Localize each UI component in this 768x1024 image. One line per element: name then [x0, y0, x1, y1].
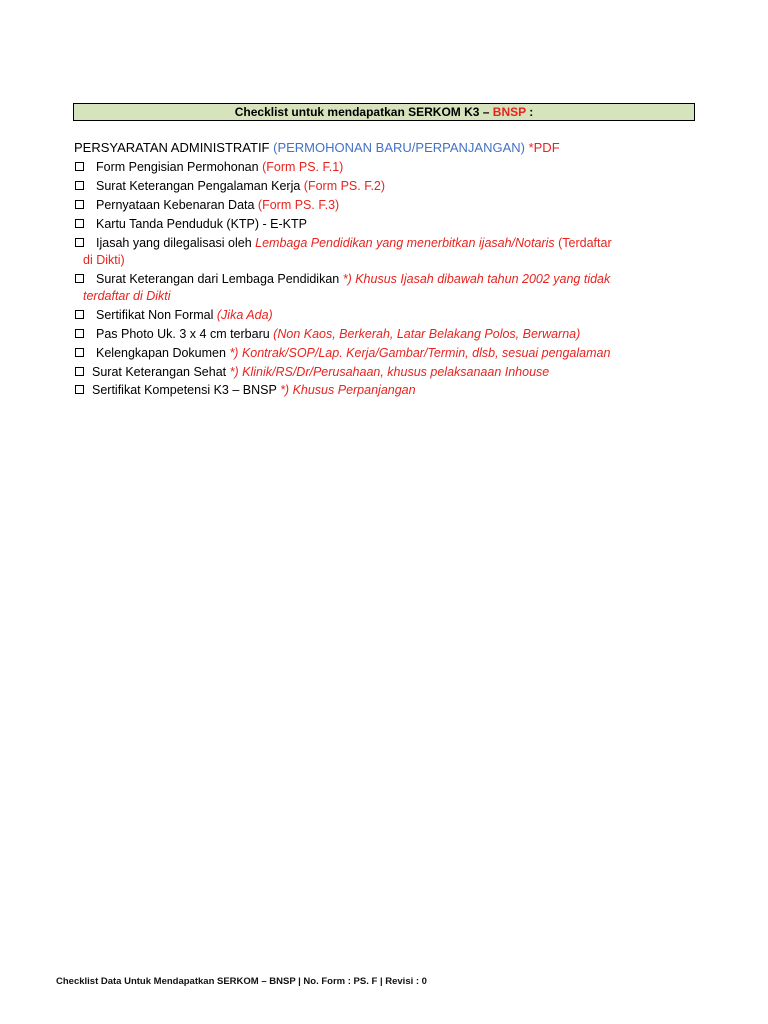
administrative-requirements-section — [74, 139, 696, 400]
checkbox-icon[interactable] — [75, 329, 84, 338]
checklist-title-box — [73, 103, 695, 121]
checklist-item-non-formal: Sertifikat Non Formal (Jika Ada) — [74, 307, 696, 324]
checklist-item-pas-photo: Pas Photo Uk. 3 x 4 cm terbaru (Non Kaos, Berkerah, Latar Belakang Polos, Berwarna) — [74, 326, 696, 343]
title-text: Checklist untuk mendapatkan SERKOM K3 – — [234, 105, 493, 119]
checkbox-icon[interactable] — [75, 348, 84, 357]
checkbox-icon[interactable] — [75, 162, 84, 171]
checkbox-icon[interactable] — [75, 385, 84, 394]
checklist-item-form-permohonan: Form Pengisian Permohonan (Form PS. F.1) — [74, 159, 696, 176]
section-heading — [74, 139, 696, 156]
checkbox-icon[interactable] — [75, 219, 84, 228]
checklist-item-pengalaman-kerja: Surat Keterangan Pengalaman Kerja (Form PS. F.2) — [74, 178, 696, 195]
checkbox-icon[interactable] — [75, 200, 84, 209]
checkbox-icon[interactable] — [75, 274, 84, 283]
checklist-item-kelengkapan-dokumen: Kelengkapan Dokumen *) Kontrak/SOP/Lap. Kerja/Gambar/Termin, dlsb, sesuai pengalaman — [74, 345, 696, 362]
checkbox-icon[interactable] — [75, 310, 84, 319]
checklist-item-kebenaran-data: Pernyataan Kebenaran Data (Form PS. F.3) — [74, 197, 696, 214]
title-suffix: : — [525, 105, 534, 119]
checklist-item-ktp: Kartu Tanda Penduduk (KTP) - E-KTP — [74, 216, 696, 233]
checkbox-icon[interactable] — [75, 238, 84, 247]
checklist-item-ijasah: Ijasah yang dilegalisasi oleh Lembaga Pendidikan yang menerbitkan ijasah/Notaris (Terdaftar di Dikti) — [74, 235, 696, 269]
section-label-type: (PERMOHONAN BARU/PERPANJANGAN) — [273, 140, 525, 155]
checkbox-icon[interactable] — [75, 181, 84, 190]
checkbox-icon[interactable] — [75, 367, 84, 376]
title-bnsp: BNSP — [492, 105, 526, 119]
page-footer: Checklist Data Untuk Mendapatkan SERKOM – BNSP | No. Form : PS. F | Revisi : 0 — [56, 976, 427, 987]
checklist-item-sertifikat-kompetensi: Sertifikat Kompetensi K3 – BNSP *) Khusus Perpanjangan — [74, 382, 696, 399]
section-label: PERSYARATAN ADMINISTRATIF — [74, 140, 274, 155]
checklist-item-surat-lembaga: Surat Keterangan dari Lembaga Pendidikan *) Khusus Ijasah dibawah tahun 2002 yang tidak terdaftar di Dikti — [74, 271, 696, 305]
checklist-item-surat-sehat: Surat Keterangan Sehat *) Klinik/RS/Dr/Perusahaan, khusus pelaksanaan Inhouse — [74, 364, 696, 381]
section-label-format: *PDF — [524, 140, 560, 155]
